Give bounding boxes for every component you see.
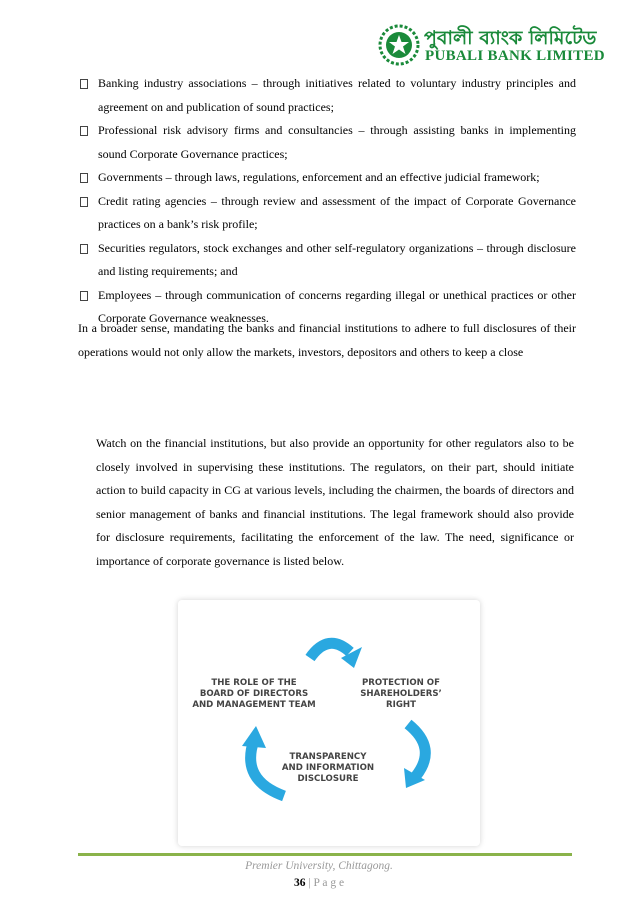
cycle-arrows — [178, 600, 480, 846]
list-item-text: Securities regulators, stock exchanges and other self-regulatory organizations – through disclosure and listing requirements; and — [98, 240, 576, 278]
bullet-list — [80, 72, 576, 331]
bullet-marker-icon — [80, 244, 88, 254]
list-item — [80, 190, 576, 237]
bullet-marker-icon — [80, 197, 88, 207]
list-item — [80, 72, 576, 119]
cycle-arrow-right-icon — [404, 724, 425, 788]
bullet-marker-icon — [80, 126, 88, 136]
bank-emblem-icon — [378, 24, 420, 66]
footer-divider — [78, 853, 572, 856]
diagram-label-board-role: THE ROLE OF THE BOARD OF DIRECTORS AND MANAGEMENT TEAM — [192, 678, 316, 710]
body-paragraph: Watch on the financial institutions, but also provide an opportunity for other regulators also to be closely involved in supervising these institutions. The regulators, on their part, should initiate action to build capacity in CG at various levels, including the chairmen, the boards of directors and senior management of banks and financial institutions. The legal framework should also provide for disclosure requirements, facilitating the enforcement of the law. The need, significance or importance of corporate governance is listed below. — [96, 436, 574, 568]
bank-name-english: PUBALI BANK LIMITED — [425, 48, 605, 64]
body-paragraph: In a broader sense, mandating the banks and financial institutions to adhere to full disclosures of their operations would not only allow the markets, investors, depositors and others to keep a close — [78, 321, 576, 359]
bullet-marker-icon — [80, 79, 88, 89]
page-label: | P a g e — [308, 877, 345, 889]
list-item — [80, 237, 576, 284]
bank-logo — [378, 24, 605, 66]
cycle-arrow-top-icon — [310, 643, 362, 668]
list-item — [80, 119, 576, 166]
list-item-text: Employees – through communication of concerns regarding illegal or unethical practices or other Corporate Governance weaknesses. — [98, 287, 576, 325]
list-item-text: Credit rating agencies – through review and assessment of the impact of Corporate Governance practices on a bank’s risk profile; — [98, 193, 576, 231]
footer-institution: Premier University, Chittagong. — [245, 860, 393, 872]
bullet-marker-icon — [80, 173, 88, 183]
diagram-label-transparency: TRANSPARENCY AND INFORMATION DISCLOSURE — [281, 752, 375, 784]
page-number — [0, 877, 638, 889]
list-item — [80, 166, 576, 190]
list-item-text: Professional risk advisory firms and consultancies – through assisting banks in implementing sound Corporate Governance practices; — [98, 123, 576, 161]
page-number-value: 36 — [293, 877, 306, 889]
list-item-text: Governments – through laws, regulations, enforcement and an effective judicial framework; — [98, 170, 540, 184]
list-item-text: Banking industry associations – through initiatives related to voluntary industry principles and agreement on and publication of sound practices; — [98, 76, 576, 114]
governance-cycle-diagram — [178, 600, 480, 846]
diagram-label-shareholder-rights: PROTECTION OF SHAREHOLDERS’ RIGHT — [360, 678, 442, 710]
bank-name-bengali: পুবালী ব্যাংক লিমিটেড — [424, 27, 597, 49]
bullet-marker-icon — [80, 291, 88, 301]
